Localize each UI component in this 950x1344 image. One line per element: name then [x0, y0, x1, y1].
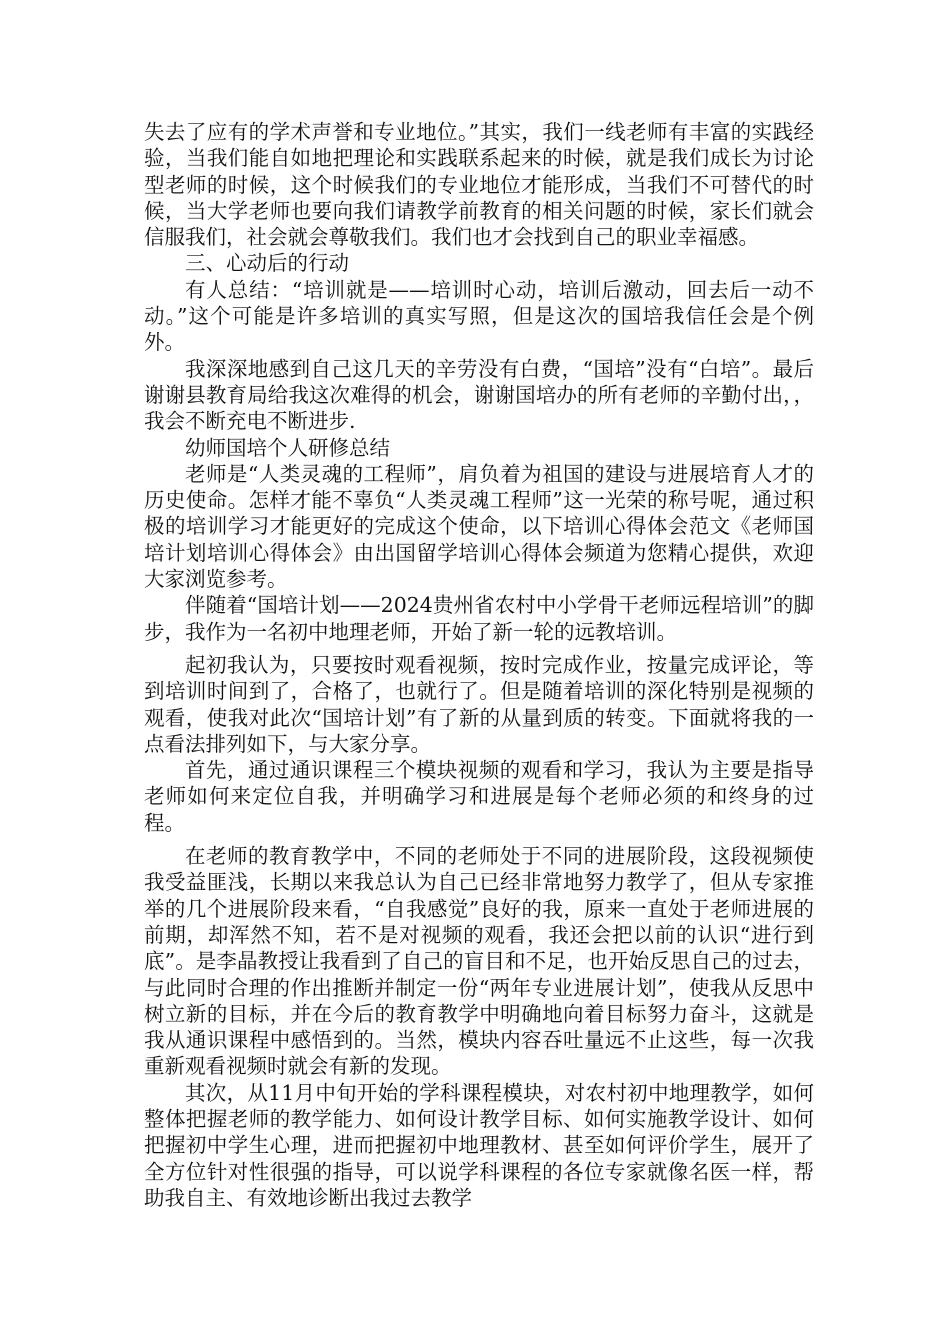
- paragraph: 有人总结：“培训就是——培训时心动，培训后激动，回去后一动不动。”这个可能是许多培训的真实写照，但是这次的国培我信任会是个例外。: [144, 277, 814, 355]
- article-title: 幼师国培个人研修总结: [185, 435, 390, 460]
- paragraph-continued: 失去了应有的学术声誉和专业地位。”其实，我们一线老师有丰富的实践经验，当我们能自如地把理论和实践联系起来的时候，就是我们成长为讨论型老师的时候，这个时候我们的专业地位才能形成，当我们不可替代的时候，当大学老师也要向我们请教学前教育的相关问题的时候，家长们就会信服我们，社会就会尊敬我们。我们也才会找到自己的职业幸福感。: [144, 120, 814, 250]
- paragraph: 在老师的教育教学中，不同的老师处于不同的进展阶段，这段视频使我受益匪浅，长期以来我总认为自己已经非常地努力教学了，但从专家推举的几个进展阶段来看，“自我感觉”良好的我，原来一直处于老师进展的前期，却浑然不知，若不是对视频的观看，我还会把以前的认识“进行到底”。是李晶教授让我看到了自己的盲目和不足，也开始反思自己的过去，与此同时合理的作出推断并制定一份“两年专业进展计划”，使我从反思中树立新的目标，并在今后的教育教学中明确地向着目标努力奋斗，这就是我从通识课程中感悟到的。当然，模块内容吞吐量远不止这些，每一次我重新观看视频时就会有新的发现。: [144, 844, 814, 1079]
- paragraph: 其次，从11月中旬开始的学科课程模块，对农村初中地理教学，如何整体把握老师的教学能力、如何设计教学目标、如何实施教学设计、如何把握初中学生心理，进而把握初中地理教材、甚至如何评价学生，展开了全方位针对性很强的指导，可以说学科课程的各位专家就像名医一样，帮助我自主、有效地诊断出我过去教学: [144, 1080, 814, 1210]
- section-heading: 三、心动后的行动: [185, 251, 349, 276]
- document-body: [144, 119, 814, 1211]
- paragraph: 起初我认为，只要按时观看视频，按时完成作业，按量完成评论，等到培训时间到了，合格了，也就行了。但是随着培训的深化特别是视频的观看，使我对此次“国培计划”有了新的从量到质的转变。下面就将我的一点看法排列如下，与大家分享。: [144, 652, 814, 756]
- paragraph: 首先，通过通识课程三个模块视频的观看和学习，我认为主要是指导老师如何来定位自我，并明确学习和进展是每个老师必须的和终身的过程。: [144, 758, 814, 835]
- paragraph: 老师是“人类灵魂的工程师”，肩负着为祖国的建设与进展培育人才的历史使命。怎样才能不辜负“人类灵魂工程师”这一光荣的称号呢，通过积极的培训学习才能更好的完成这个使命，以下培训心得体会范文《老师国培计划培训心得体会》由出国留学培训心得体会频道为您精心提供，欢迎大家浏览参考。: [144, 461, 814, 592]
- paragraph: 伴随着“国培计划——2024贵州省农村中小学骨干老师远程培训”的脚步，我作为一名初中地理老师，开始了新一轮的远教培训。: [144, 593, 814, 644]
- paragraph: 我深深地感到自己这几天的辛劳没有白费，“国培”没有“白培”。最后谢谢县教育局给我这次难得的机会，谢谢国培办的所有老师的辛勤付出，，我会不断充电不断进步.: [144, 356, 814, 434]
